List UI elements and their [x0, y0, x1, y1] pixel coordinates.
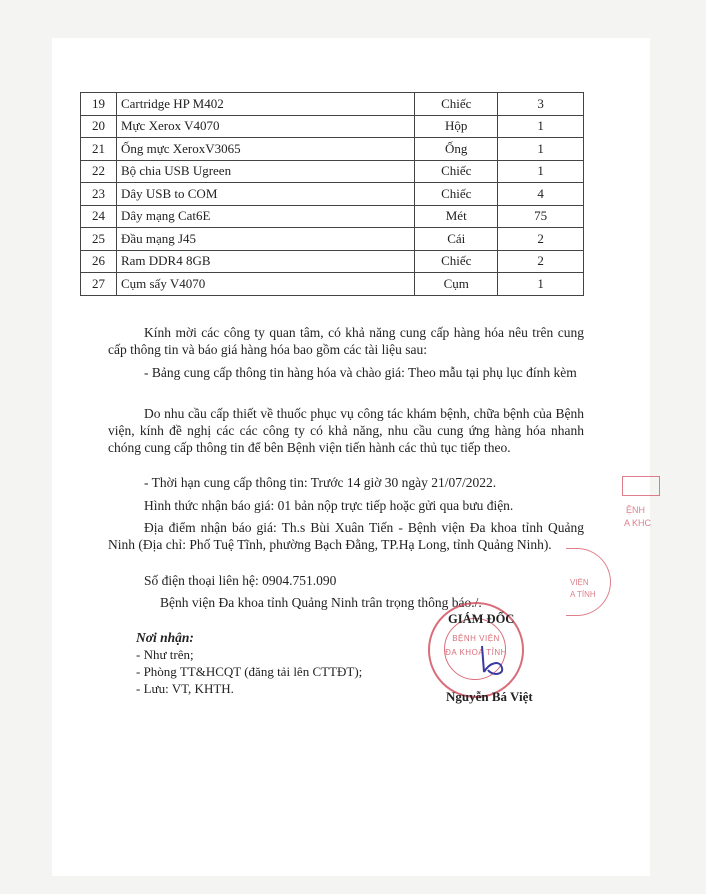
- reason-paragraph: Do nhu cầu cấp thiết về thuốc phục vụ công tác khám bệnh, chữa bệnh của Bệnh viện, kính đề nghị các các công ty có khả năng, nhu cầu cung ứng hàng hóa nhanh chóng cung cấp thông tin để bên Bệnh viện tiến hành các thủ tục tiếp theo.: [108, 406, 584, 455]
- item-no-cell: 19: [81, 93, 117, 116]
- table-row: [81, 138, 584, 161]
- recipient-line: - Như trên;: [136, 647, 194, 662]
- side-stamp-line-2: A KHC: [624, 518, 652, 528]
- item-name-cell: Mực Xerox V4070: [116, 115, 414, 138]
- item-qty-cell: 1: [498, 138, 584, 161]
- item-unit-cell: Cái: [415, 228, 498, 251]
- item-unit-cell: Chiếc: [415, 93, 498, 116]
- closing-line: Bệnh viện Đa khoa tỉnh Quảng Ninh trân trọng thông báo./.: [160, 595, 482, 610]
- item-name-cell: Ống mực XeroxV3065: [116, 138, 414, 161]
- item-no-cell: 21: [81, 138, 117, 161]
- item-unit-cell: Ống: [415, 138, 498, 161]
- phone-line: Số điện thoại liên hệ: 0904.751.090: [144, 573, 337, 588]
- item-name-cell: Ram DDR4 8GB: [116, 250, 414, 273]
- item-no-cell: 24: [81, 205, 117, 228]
- stamp-line-2: ĐA KHOA TỈNH: [445, 648, 507, 657]
- side-stamp-line-1: ỆNH: [626, 505, 646, 515]
- item-unit-cell: Cụm: [415, 273, 498, 296]
- table-row: [81, 115, 584, 138]
- item-qty-cell: 3: [498, 93, 584, 116]
- table-row: [81, 205, 584, 228]
- item-qty-cell: 1: [498, 160, 584, 183]
- side-stamp-line-3: VIỆN: [570, 578, 589, 587]
- deadline-line: - Thời hạn cung cấp thông tin: Trước 14 giờ 30 ngày 21/07/2022.: [144, 475, 497, 490]
- item-no-cell: 22: [81, 160, 117, 183]
- signature-scribble: [470, 640, 520, 680]
- recipients-list: [136, 646, 436, 697]
- item-no-cell: 26: [81, 250, 117, 273]
- item-qty-cell: 4: [498, 183, 584, 206]
- table-row: [81, 273, 584, 296]
- items-table: [80, 92, 584, 296]
- side-stamp-line-4: A TỈNH: [570, 590, 596, 599]
- item-unit-cell: Chiếc: [415, 160, 498, 183]
- item-name-cell: Dây mạng Cat6E: [116, 205, 414, 228]
- method-line: Hình thức nhận báo giá: 01 bản nộp trực tiếp hoặc gửi qua bưu điện.: [144, 498, 514, 513]
- item-no-cell: 25: [81, 228, 117, 251]
- item-name-cell: Bộ chia USB Ugreen: [116, 160, 414, 183]
- item-name-cell: Cụm sấy V4070: [116, 273, 414, 296]
- side-stamp-box: [622, 476, 660, 496]
- item-qty-cell: 2: [498, 228, 584, 251]
- signer-name: Nguyễn Bá Việt: [446, 689, 533, 704]
- table-row: [81, 93, 584, 116]
- item-qty-cell: 2: [498, 250, 584, 273]
- address-paragraph: Địa điểm nhận báo giá: Th.s Bùi Xuân Tiến - Bệnh viện Đa khoa tỉnh Quảng Ninh (Địa chỉ: Phố Tuệ Tĩnh, phường Bạch Đằng, TP.Hạ Long, tỉnh Quảng Ninh).: [108, 520, 584, 552]
- item-unit-cell: Hộp: [415, 115, 498, 138]
- item-unit-cell: Chiếc: [415, 183, 498, 206]
- item-name-cell: Cartridge HP M402: [116, 93, 414, 116]
- item-qty-cell: 75: [498, 205, 584, 228]
- invitation-paragraph: Kính mời các công ty quan tâm, có khả năng cung cấp hàng hóa nêu trên cung cấp thông tin và báo giá hàng hóa bao gồm các tài liệu sau:: [108, 325, 584, 357]
- table-row: [81, 250, 584, 273]
- item-no-cell: 23: [81, 183, 117, 206]
- item-no-cell: 27: [81, 273, 117, 296]
- item-qty-cell: 1: [498, 273, 584, 296]
- item-unit-cell: Mét: [415, 205, 498, 228]
- table-row: [81, 228, 584, 251]
- table-row: [81, 160, 584, 183]
- stamp-line-1: BỆNH VIỆN: [452, 634, 500, 643]
- recipients-title: Nơi nhận:: [136, 630, 194, 645]
- recipient-line: - Lưu: VT, KHTH.: [136, 681, 234, 696]
- item-name-cell: Dây USB to COM: [116, 183, 414, 206]
- recipient-line: - Phòng TT&HCQT (đăng tải lên CTTĐT);: [136, 664, 363, 679]
- item-name-cell: Đầu mạng J45: [116, 228, 414, 251]
- item-unit-cell: Chiếc: [415, 250, 498, 273]
- attachment-paragraph: - Bảng cung cấp thông tin hàng hóa và chào giá: Theo mẫu tại phụ lục đính kèm: [144, 365, 577, 380]
- item-no-cell: 20: [81, 115, 117, 138]
- table-row: [81, 183, 584, 206]
- item-qty-cell: 1: [498, 115, 584, 138]
- signature-role: GIÁM ĐỐC: [448, 612, 515, 626]
